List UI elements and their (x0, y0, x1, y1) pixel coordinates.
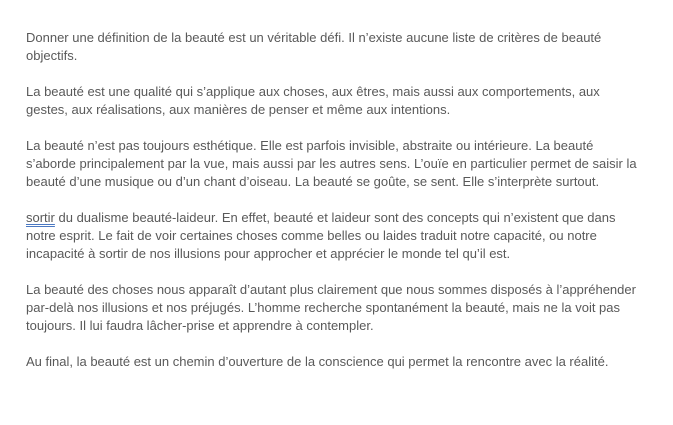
paragraph-4-text: du dualisme beauté-laideur. En effet, beauté et laideur sont des concepts qui n’existent que dans notre esprit. Le fait de voir certaines choses comme belles ou laides traduit notre capacité, ou notre incapacité à sortir de nos illusions pour approcher et apprécier le monde tel qu’il est. (26, 210, 616, 261)
paragraph-2: La beauté est une qualité qui s’applique aux choses, aux êtres, mais aussi aux comportements, aux gestes, aux réalisations, aux manières de penser et même aux intentions. (26, 84, 600, 117)
paragraph-5: La beauté des choses nous apparaît d’autant plus clairement que nous sommes disposés à l’appréhender par-delà nos illusions et nos préjugés. L’homme recherche spontanément la beauté, mais ne la voit pas toujours. Il lui faudra lâcher-prise et apprendre à contempler. (26, 282, 636, 333)
spelling-flagged-word[interactable]: sortir (26, 210, 55, 225)
paragraph-4 (26, 209, 642, 263)
paragraph-6: Au final, la beauté est un chemin d’ouverture de la conscience qui permet la rencontre avec la réalité. (26, 354, 609, 369)
document-body[interactable] (26, 29, 642, 389)
paragraph-1: Donner une définition de la beauté est un véritable défi. Il n’existe aucune liste de critères de beauté objectifs. (26, 30, 602, 63)
paragraph-3: La beauté n’est pas toujours esthétique. Elle est parfois invisible, abstraite ou intérieure. La beauté s’aborde principalement par la vue, mais aussi par les autres sens. L’ouïe en particulier permet de saisir la beauté d’une musique ou d’un chant d’oiseau. La beauté se goûte, se sent. Elle s’interprète surtout. (26, 138, 637, 189)
